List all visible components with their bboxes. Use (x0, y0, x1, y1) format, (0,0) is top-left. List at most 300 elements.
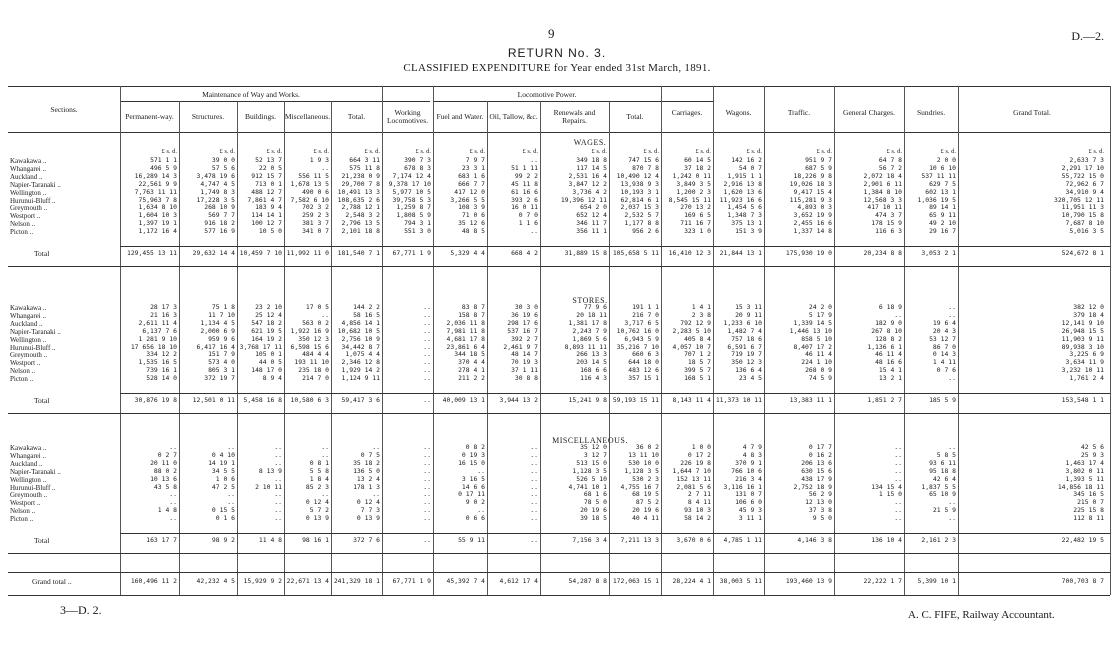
unit-marker: £ s. d. (415, 148, 431, 155)
table-cell: 8 13 9 (258, 466, 282, 475)
total-cell: 11 4 8 (258, 536, 282, 544)
table-cell: 148 17 0 (251, 366, 282, 375)
table-cell: 16,289 14 3 (134, 171, 177, 180)
table-cell: 2,916 13 8 (723, 179, 762, 188)
table-cell: .. (948, 514, 956, 523)
table-cell: 1,634 8 10 (138, 203, 177, 212)
table-cell: 916 18 2 (204, 219, 235, 228)
table-cell: 1 9 3 (309, 156, 329, 164)
grand-total-cell: 193,460 13 9 (785, 577, 832, 585)
locomotive-group-header: Locomotive Power. (517, 90, 577, 99)
row-label: Picton .. (10, 228, 34, 237)
grand-total-cell: 700,703 8 7 (1061, 577, 1104, 585)
table-cell: 2 0 0 (936, 156, 956, 164)
table-cell: 51 1 11 (511, 163, 538, 172)
table-cell: 58 14 2 (684, 514, 711, 523)
table-cell: 417 12 0 (454, 187, 485, 196)
table-cell: 169 6 5 (684, 211, 711, 220)
row-label: Whangarei .. (10, 311, 46, 320)
table-cell: 5,016 3 5 (1069, 227, 1104, 236)
table-cell: 556 11 5 (298, 171, 329, 180)
table-cell: 14,856 18 11 (1057, 482, 1104, 491)
table-cell: 405 8 4 (684, 334, 711, 343)
column-header: Structures. (191, 112, 225, 121)
table-cell: .. (530, 227, 538, 236)
table-cell: 530 2 3 (632, 474, 659, 483)
table-cell: 2,611 11 4 (138, 318, 177, 327)
column-header: Carriages. (671, 108, 703, 117)
table-cell: 21,238 0 9 (341, 171, 380, 180)
table-cell: 513 15 0 (576, 458, 607, 467)
table-cell: 182 9 0 (875, 318, 902, 327)
table-cell: 3 11 1 (738, 514, 762, 523)
table-cell: 99 2 2 (514, 171, 538, 180)
table-cell: 3,849 3 5 (676, 179, 711, 188)
table-cell: 16 0 11 (511, 203, 538, 212)
table-cell: .. (530, 514, 538, 523)
table-cell: 85 2 3 (305, 482, 329, 491)
table-cell: 6,591 6 7 (727, 342, 762, 351)
total-cell: 59,193 15 11 (612, 396, 659, 404)
table-cell: 20 4 3 (932, 326, 956, 335)
table-cell: 9,417 15 4 (793, 187, 832, 196)
table-cell: 484 4 4 (302, 350, 329, 359)
table-cell: 490 0 6 (302, 187, 329, 196)
total-cell: 29,632 14 4 (192, 249, 235, 257)
total-cell: 16,410 12 3 (668, 249, 711, 257)
table-cell: .. (530, 474, 538, 483)
table-cell: 270 13 2 (680, 203, 711, 212)
table-cell: 25 12 4 (255, 310, 282, 319)
section-header: MISCELLANEOUS. (552, 436, 628, 445)
table-cell: 1,915 1 1 (727, 171, 762, 180)
table-cell: .. (274, 490, 282, 499)
section-total-label: Total (34, 249, 50, 258)
table-cell: 1 281 9 10 (138, 334, 177, 343)
table-cell: 2 10 11 (255, 482, 282, 491)
table-cell: .. (477, 466, 485, 475)
grand-total-rule (8, 572, 1110, 573)
row-label: Whangarei .. (10, 451, 46, 460)
table-cell: 1,136 6 1 (867, 342, 902, 351)
table-cell: 702 3 2 (302, 203, 329, 212)
table-cell: 44 0 5 (258, 358, 282, 367)
table-cell: 1,678 13 5 (290, 179, 329, 188)
table-cell: 334 12 2 (146, 350, 177, 359)
table-cell: 1,259 8 7 (396, 203, 431, 212)
table-cell: 203 14 5 (576, 358, 607, 367)
row-label: Whangarei .. (10, 164, 46, 173)
table-cell: 3 16 5 (461, 474, 485, 483)
row-label: Napier-Taranaki .. (10, 180, 61, 189)
table-cell: 206 13 6 (801, 458, 832, 467)
column-header: Miscellaneous. (284, 112, 331, 121)
table-cell: 52 13 7 (255, 156, 282, 164)
table-cell: .. (227, 443, 235, 451)
row-label: Nelson .. (10, 507, 36, 516)
table-cell: 8,893 11 11 (564, 342, 607, 351)
table-cell: 0 17 2 (687, 450, 711, 459)
row-label: Nelson .. (10, 220, 36, 229)
table-cell: 10 5 0 (258, 227, 282, 236)
table-cell: 65 10 9 (929, 490, 956, 499)
column-header: Total. (347, 112, 366, 121)
table-cell: 2,081 5 6 (676, 482, 711, 491)
total-cell: 98 9 2 (211, 536, 235, 544)
total-cell: .. (530, 536, 538, 544)
table-cell: 392 2 7 (511, 334, 538, 343)
table-cell: 215 0 7 (1077, 498, 1104, 507)
total-cell: 5,458 16 8 (243, 396, 282, 404)
sections-column-header: Sections. (50, 105, 78, 114)
table-cell: 1,463 17 4 (1065, 458, 1104, 467)
table-cell: 77 9 6 (583, 303, 607, 311)
section-end-rule (8, 413, 1110, 414)
table-cell: 4,057 10 7 (672, 342, 711, 351)
grand-total-cell: 241,329 18 1 (333, 577, 380, 585)
table-cell: 573 4 0 (208, 358, 235, 367)
total-cell: 3,053 2 1 (921, 249, 956, 257)
grand-total-cell: 38,003 5 11 (719, 577, 762, 585)
table-cell: 151 7 9 (208, 350, 235, 359)
table-cell: 164 19 2 (251, 334, 282, 343)
grand-total-cell: 4,612 17 4 (499, 577, 538, 585)
table-cell: 13 2 4 (356, 474, 380, 483)
column-header: Total. (626, 112, 644, 121)
return-title: RETURN No. 3. (507, 46, 607, 60)
table-cell: .. (274, 450, 282, 459)
table-cell: .. (169, 514, 177, 523)
column-header: Permanent-way. (125, 112, 174, 121)
table-cell: 1,454 5 6 (727, 203, 762, 212)
table-cell: 1,869 5 6 (572, 334, 607, 343)
table-cell: 72,962 6 7 (1065, 179, 1104, 188)
table-cell: .. (948, 310, 956, 319)
table-cell: 35 18 2 (353, 458, 380, 467)
table-cell: 35 12 6 (458, 219, 485, 228)
table-cell: 12 13 0 (805, 498, 832, 507)
table-cell: .. (423, 490, 431, 499)
table-cell: 2,243 7 9 (572, 326, 607, 335)
table-cell: 1,808 5 9 (396, 211, 431, 220)
table-cell: 75,963 7 8 (138, 195, 177, 204)
table-cell: 0 17 11 (458, 490, 485, 499)
table-cell: 16 15 0 (458, 458, 485, 467)
table-cell: 2,101 18 8 (341, 227, 380, 236)
table-cell: 28 17 3 (150, 303, 177, 311)
table-cell: 381 3 7 (302, 219, 329, 228)
table-cell: 7,861 4 7 (247, 195, 282, 204)
table-cell: 134 15 4 (871, 482, 902, 491)
table-cell: 142 16 2 (731, 156, 762, 164)
column-header: Buildings. (244, 112, 277, 121)
table-cell: 2,532 5 7 (624, 211, 659, 220)
table-cell: 870 7 8 (632, 163, 659, 172)
table-cell: .. (169, 443, 177, 451)
table-cell: .. (894, 310, 902, 319)
table-cell: .. (423, 334, 431, 343)
table-cell: 48 14 7 (511, 350, 538, 359)
table-cell: 2,036 11 8 (446, 318, 485, 327)
table-cell: 1,644 7 10 (672, 466, 711, 475)
table-cell: 42 6 4 (932, 474, 956, 483)
table-cell: 719 19 7 (731, 350, 762, 359)
table-cell: 956 2 6 (632, 227, 659, 236)
table-cell: 15 3 11 (735, 303, 762, 311)
table-cell: 17 656 18 10 (130, 342, 177, 351)
table-cell: 225 15 8 (1073, 506, 1104, 515)
table-cell: 14 6 6 (461, 482, 485, 491)
table-cell: 71 0 6 (461, 211, 485, 220)
total-cell: 524,672 8 1 (1061, 249, 1104, 257)
table-cell: .. (274, 514, 282, 523)
table-cell: 144 2 2 (353, 303, 380, 311)
total-cell: 22,482 19 5 (1061, 536, 1104, 544)
table-cell: 9 5 0 (812, 514, 832, 523)
table-cell: 2,291 17 10 (1061, 163, 1104, 172)
table-cell: .. (423, 450, 431, 459)
table-cell: 37 18 2 (684, 163, 711, 172)
table-cell: .. (274, 474, 282, 483)
unit-marker: £ s. d. (313, 148, 329, 155)
table-cell: 3,847 12 2 (568, 179, 607, 188)
table-cell: 37 3 8 (808, 506, 832, 515)
table-cell: 56 2 9 (808, 490, 832, 499)
total-cell: 30,876 19 8 (134, 396, 177, 404)
grand-total-cell: 5,399 10 1 (917, 577, 956, 585)
unit-marker: £ s. d. (816, 148, 832, 155)
table-cell: 23 4 5 (738, 374, 762, 383)
table-cell: 68 19 5 (632, 490, 659, 499)
table-cell: 766 10 6 (731, 466, 762, 475)
table-cell: 488 12 7 (251, 187, 282, 196)
table-cell: 78 5 0 (583, 498, 607, 507)
table-cell: 1,339 14 5 (793, 318, 832, 327)
table-cell: 259 2 3 (302, 211, 329, 220)
table-cell: 438 17 9 (801, 474, 832, 483)
table-cell: 1,200 2 3 (676, 187, 711, 196)
row-label: Hurunui-Bluff .. (10, 483, 56, 492)
table-cell: 58 16 5 (353, 310, 380, 319)
table-cell: 3,802 0 11 (1065, 466, 1104, 475)
table-cell: 569 7 7 (208, 211, 235, 220)
table-cell: .. (948, 443, 956, 451)
table-cell: 75 1 8 (211, 303, 235, 311)
table-cell: 5 8 5 (936, 450, 956, 459)
table-cell: 183 9 4 (255, 203, 282, 212)
table-cell: 20 18 11 (576, 310, 607, 319)
grand-total-cell: 67,771 1 9 (392, 577, 431, 585)
table-cell: .. (894, 514, 902, 523)
table-cell: 3,225 6 9 (1069, 350, 1104, 359)
table-cell: 14 19 1 (208, 458, 235, 467)
table-cell: 42 5 6 (1080, 443, 1104, 451)
table-cell: 602 13 1 (925, 187, 956, 196)
total-rule (120, 533, 1110, 534)
table-cell: 115,281 9 3 (789, 195, 832, 204)
total-cell: 98 16 1 (302, 536, 329, 544)
table-cell: 5,977 10 5 (392, 187, 431, 196)
table-cell: 6,417 16 4 (196, 342, 235, 351)
table-cell: 683 1 6 (458, 171, 485, 180)
row-label: Kawakawa .. (10, 157, 47, 165)
table-cell: 0 7 0 (518, 211, 538, 220)
column-separator (1110, 86, 1111, 595)
table-cell: 320,705 12 11 (1053, 195, 1104, 204)
table-cell: 357 15 1 (628, 374, 659, 383)
table-cell: 35,216 7 10 (616, 342, 659, 351)
table-cell: 43 5 8 (153, 482, 177, 491)
table-cell: 1 4 11 (932, 358, 956, 367)
table-cell: 6,943 5 9 (624, 334, 659, 343)
table-cell: 8 9 4 (262, 374, 282, 383)
table-cell: 13 2 1 (878, 374, 902, 383)
table-cell: 9 0 2 (465, 498, 485, 507)
table-cell: 34,910 9 4 (1065, 187, 1104, 196)
table-cell: 30 3 0 (514, 303, 538, 311)
table-cell: 19,026 18 3 (789, 179, 832, 188)
table-cell: 47 2 5 (211, 482, 235, 491)
table-cell: 2,796 13 5 (341, 219, 380, 228)
total-cell: .. (423, 396, 431, 404)
row-label: Auckland .. (10, 459, 43, 468)
table-cell: .. (372, 490, 380, 499)
table-cell: .. (227, 490, 235, 499)
table-cell: 0 4 10 (211, 450, 235, 459)
table-cell: 39 18 5 (580, 514, 607, 523)
table-cell: 563 0 2 (302, 318, 329, 327)
table-cell: 1,749 8 3 (200, 187, 235, 196)
table-cell: 1,348 7 3 (727, 211, 762, 220)
table-cell: 4,681 17 8 (446, 334, 485, 343)
table-cell: 128 8 2 (875, 334, 902, 343)
table-cell: 211 2 2 (458, 374, 485, 383)
table-cell: 226 19 8 (680, 458, 711, 467)
table-cell: 0 15 5 (211, 506, 235, 515)
total-cell: 4,146 3 8 (797, 536, 832, 544)
column-header: Wagons. (725, 108, 752, 117)
total-cell: 67,771 1 9 (392, 249, 431, 257)
table-cell: 4,741 10 1 (568, 482, 607, 491)
table-cell: 1,482 7 4 (727, 326, 762, 335)
table-cell: 6,137 7 6 (142, 326, 177, 335)
table-cell: 61 16 6 (511, 187, 538, 196)
table-cell: 4,747 4 5 (200, 179, 235, 188)
table-cell: 757 18 6 (731, 334, 762, 343)
table-cell: 11,923 16 6 (719, 195, 762, 204)
total-cell: 668 4 2 (511, 249, 538, 257)
table-cell: 644 18 0 (628, 358, 659, 367)
table-cell: 1 4 8 (157, 506, 177, 515)
table-cell: 20 9 11 (735, 310, 762, 319)
table-cell: 3,652 19 9 (793, 211, 832, 220)
table-cell: 571 1 1 (150, 156, 177, 164)
table-cell: 168 5 1 (684, 374, 711, 383)
table-cell: 18,226 9 8 (793, 171, 832, 180)
table-cell: 20 11 0 (150, 458, 177, 467)
table-cell: 356 11 1 (576, 227, 607, 236)
total-cell: 129,455 13 11 (126, 249, 177, 257)
table-cell: 8,407 17 2 (793, 342, 832, 351)
table-cell: 370 9 1 (735, 458, 762, 467)
table-cell: 1 0 6 (215, 474, 235, 483)
table-cell: 1,393 5 11 (1065, 474, 1104, 483)
table-cell: 136 5 0 (353, 466, 380, 475)
table-cell: .. (894, 443, 902, 451)
table-cell: .. (423, 326, 431, 335)
table-cell: 0 13 9 (356, 514, 380, 523)
table-cell: 0 12 4 (356, 498, 380, 507)
table-cell: 29 16 7 (929, 227, 956, 236)
section-header: WAGES. (573, 138, 607, 147)
table-cell: 2,633 7 3 (1069, 156, 1104, 164)
table-cell: 621 19 5 (251, 326, 282, 335)
table-cell: .. (169, 490, 177, 499)
table-cell: 224 1 10 (801, 358, 832, 367)
table-cell: 7,687 8 10 (1065, 219, 1104, 228)
table-cell: 89 14 1 (929, 203, 956, 212)
table-cell: .. (423, 310, 431, 319)
table-cell: 5 17 9 (808, 310, 832, 319)
table-cell: 88 0 2 (153, 466, 177, 475)
table-cell: .. (423, 358, 431, 367)
column-header: Sundries. (916, 108, 946, 117)
table-cell: 8 4 11 (687, 498, 711, 507)
column-header: Working Locomotives. (386, 108, 429, 125)
total-cell: 11,992 11 0 (286, 249, 329, 257)
table-cell: .. (530, 458, 538, 467)
table-cell: 349 18 8 (576, 156, 607, 164)
table-cell: 528 14 0 (146, 374, 177, 383)
table-cell: 630 15 6 (801, 466, 832, 475)
table-cell: .. (530, 482, 538, 491)
row-label: Wellington .. (10, 188, 47, 197)
total-cell: 20,234 8 8 (863, 249, 902, 257)
table-cell: 547 18 2 (251, 318, 282, 327)
table-cell: .. (321, 490, 329, 499)
table-cell: 214 7 0 (302, 374, 329, 383)
table-cell: 11,903 9 11 (1061, 334, 1104, 343)
table-cell: 0 8 1 (309, 458, 329, 467)
total-cell: 2,161 2 3 (921, 536, 956, 544)
total-cell: 1,851 2 7 (867, 396, 902, 404)
table-cell: 372 19 7 (204, 374, 235, 383)
table-cell: 1,075 4 4 (345, 350, 380, 359)
unit-marker: £ s. d. (940, 148, 956, 155)
total-cell: 136 10 4 (871, 536, 902, 544)
table-cell: 0 16 2 (808, 450, 832, 459)
table-cell: .. (274, 443, 282, 451)
table-cell: 5 7 2 (309, 506, 329, 515)
table-cell: 105 0 1 (255, 350, 282, 359)
table-cell: 10,491 13 3 (337, 187, 380, 196)
row-label: Hurunui-Bluff .. (10, 343, 56, 352)
table-cell: .. (423, 458, 431, 467)
table-cell: 6 18 9 (878, 303, 902, 311)
table-cell: .. (423, 506, 431, 515)
return-subtitle: CLASSIFIED EXPENDITURE for Year ended 31st March, 1891. (403, 62, 711, 74)
table-cell: 1,446 13 10 (789, 326, 832, 335)
row-label: Greymouth .. (10, 351, 48, 360)
table-cell: .. (530, 490, 538, 499)
table-cell: 3,768 17 11 (239, 342, 282, 351)
table-cell: 83 8 7 (461, 303, 485, 311)
table-cell: 417 10 11 (867, 203, 902, 212)
table-cell: 114 14 1 (251, 211, 282, 220)
table-cell: 678 8 3 (404, 163, 431, 172)
total-cell: 175,930 19 0 (785, 249, 832, 257)
total-cell: 10,459 7 10 (239, 249, 282, 257)
